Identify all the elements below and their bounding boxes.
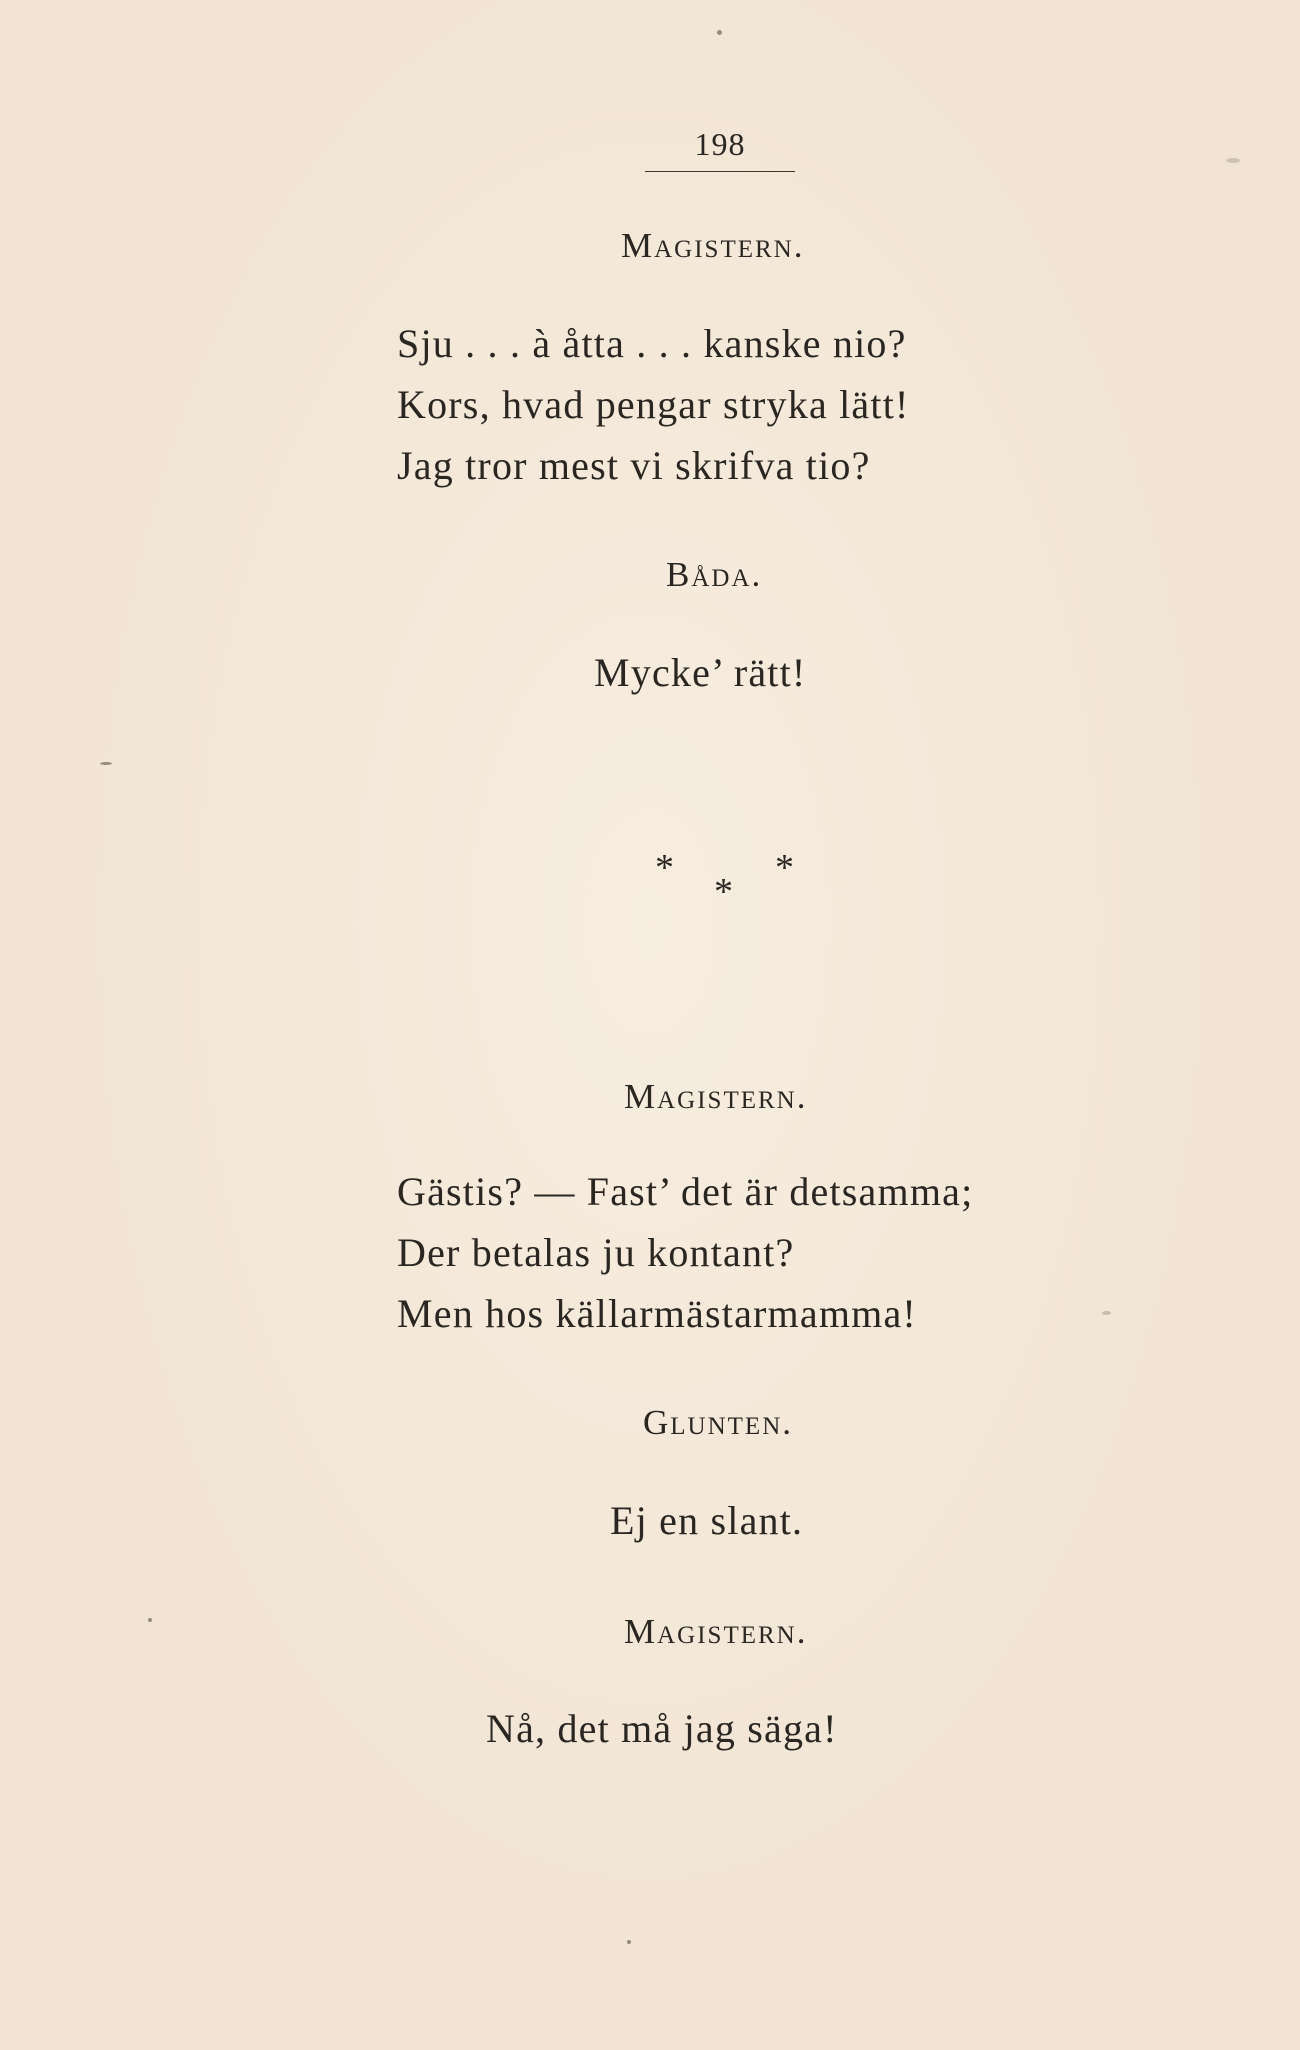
asterisk-mark: * xyxy=(775,847,794,889)
speaker-label: Magistern. xyxy=(624,1612,808,1651)
speaker-label: Glunten. xyxy=(643,1403,794,1442)
asterisk-mark: * xyxy=(714,871,733,913)
verse-stanza xyxy=(594,642,806,703)
page-number-rule xyxy=(645,171,795,172)
verse-stanza xyxy=(397,1161,973,1344)
verse-line: Nå, det må jag säga! xyxy=(486,1706,838,1751)
verse-line: Kors, hvad pengar stryka lätt! xyxy=(397,382,910,427)
verse-line: Der betalas ju kontant? xyxy=(397,1230,795,1275)
paper-speck xyxy=(1226,158,1240,163)
verse-line: Mycke’ rätt! xyxy=(594,650,807,695)
verse-stanza xyxy=(610,1490,803,1551)
paper-speck xyxy=(1102,1311,1111,1315)
paper-speck xyxy=(148,1618,152,1622)
speaker-label: Magistern. xyxy=(621,226,805,265)
verse-line: Gästis? — Fast’ det är detsamma; xyxy=(397,1169,974,1214)
paper-speck xyxy=(717,30,722,35)
page-number: 198 xyxy=(694,126,746,162)
verse-line: Jag tror mest vi skrifva tio? xyxy=(397,443,871,488)
speaker-label: Magistern. xyxy=(624,1077,808,1116)
verse-line: Sju . . . à åtta . . . kanske nio? xyxy=(397,321,907,366)
verse-stanza xyxy=(486,1698,838,1759)
verse-line: Men hos källarmästarmamma! xyxy=(397,1291,917,1336)
paper-speck xyxy=(627,1940,631,1944)
speaker-label: Båda. xyxy=(666,555,763,594)
paper-speck xyxy=(100,762,112,765)
verse-line: Ej en slant. xyxy=(610,1498,804,1543)
verse-stanza xyxy=(397,313,910,496)
asterisk-mark: * xyxy=(655,847,674,889)
